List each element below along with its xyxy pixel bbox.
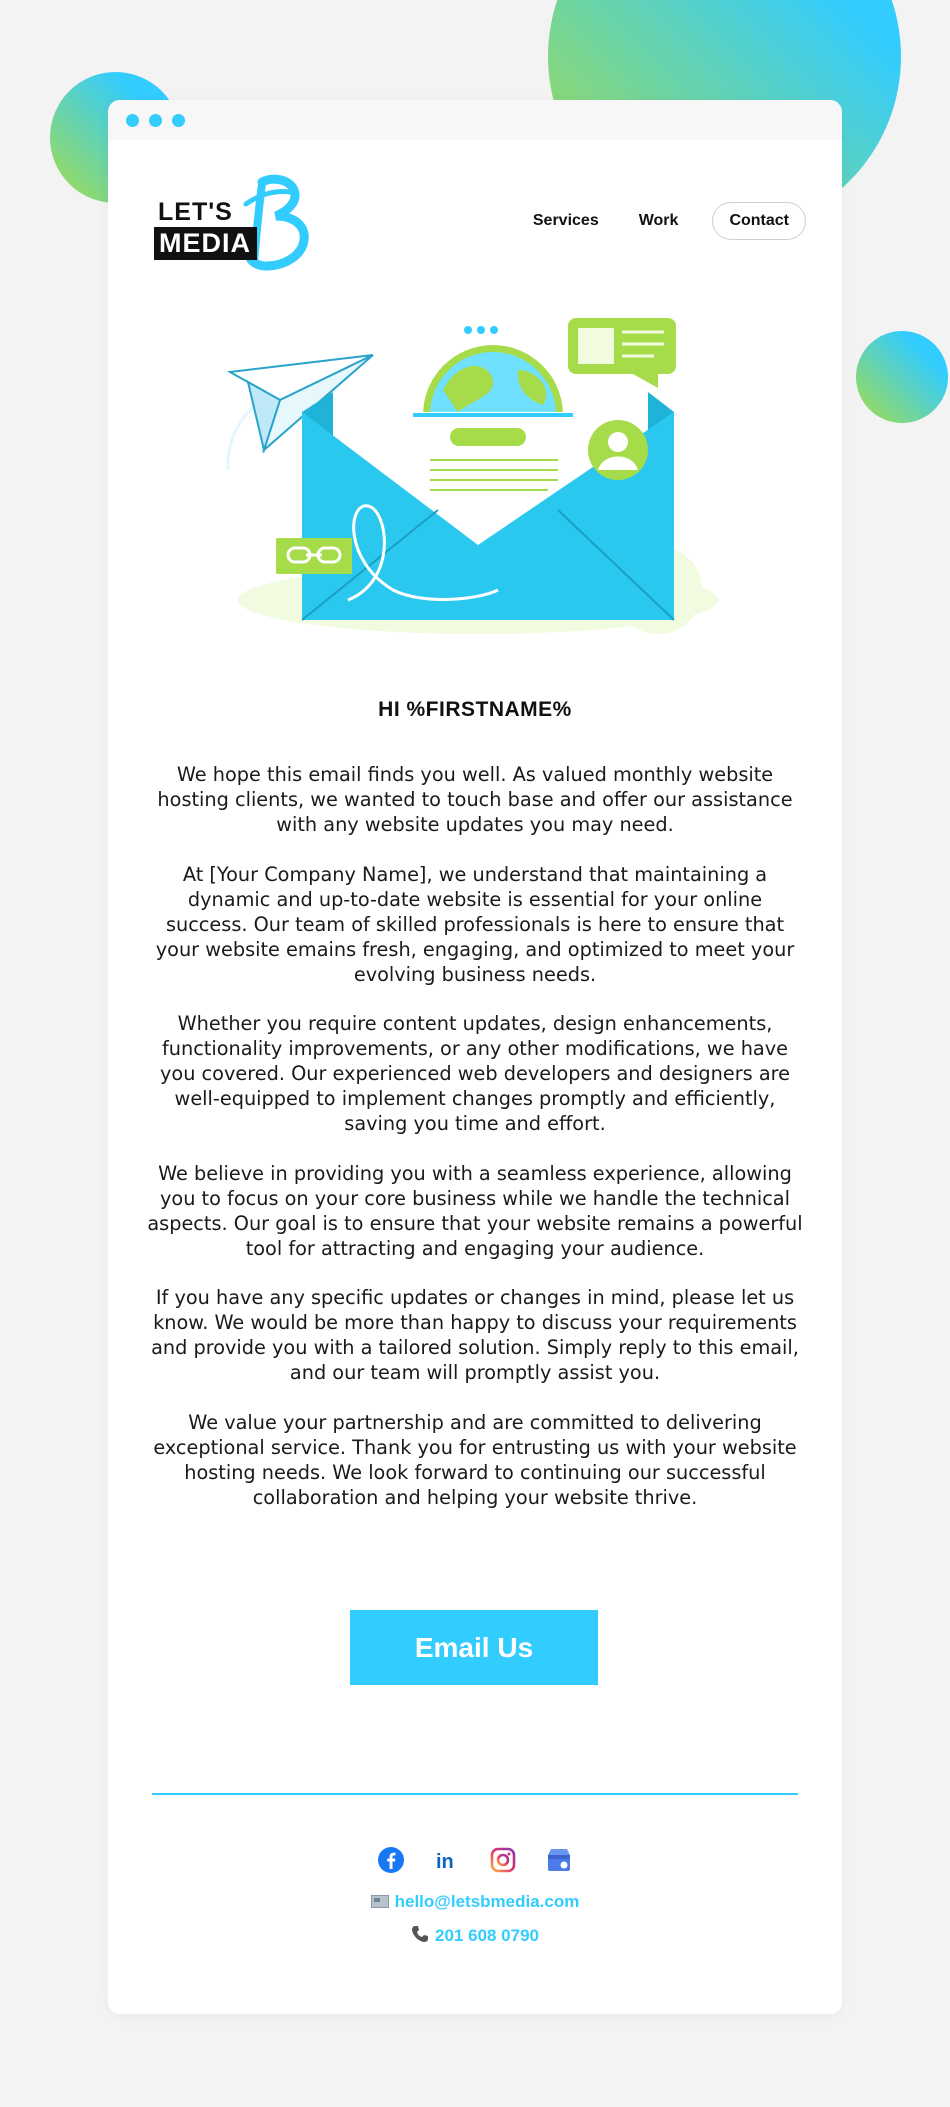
logo-text-media: MEDIA — [154, 227, 257, 260]
logo-text-lets: LET'S — [158, 198, 233, 226]
body-paragraph: We believe in providing you with a seamless experience, allowing you to focus on your core business while we handle the technical aspects. Our goal is to ensure that your website remains a powerful tool for attracting and engaging your audience. — [147, 1161, 803, 1260]
paper-plane-icon — [230, 355, 373, 450]
chat-bubble-icon — [568, 318, 676, 388]
email-body — [146, 762, 804, 1534]
window-title-bar — [108, 100, 842, 140]
top-nav — [533, 202, 806, 240]
social-links — [108, 1845, 842, 1875]
greeting-heading: HI %FIRSTNAME% — [378, 698, 572, 721]
body-paragraph: At [Your Company Name], we understand that maintaining a dynamic and up-to-date website is essential for your online success. Our team of skilled professionals is here to ensure that your website emains fresh, engaging, and optimized to meet your evolving business needs. — [155, 862, 795, 986]
footer-phone-text: 201 608 0790 — [435, 1925, 539, 1945]
nav-link-services[interactable]: Services — [532, 212, 599, 229]
phone-icon — [411, 1925, 429, 1948]
google-business-icon[interactable] — [544, 1845, 574, 1875]
link-chain-icon — [276, 538, 352, 574]
instagram-icon[interactable] — [488, 1845, 518, 1875]
nav-link-contact[interactable]: Contact — [712, 202, 806, 240]
linkedin-icon[interactable] — [432, 1845, 462, 1875]
body-paragraph: Whether you require content updates, design enhancements, functionality improvements, or any other modifications, we have you covered. Our experienced web developers and designers are well-equipped to implement changes promptly and efficiently, saving you time and effort. — [159, 1012, 791, 1135]
facebook-icon[interactable] — [376, 1845, 406, 1875]
svg-text:in: in — [436, 1851, 454, 1873]
nav-link-work[interactable]: Work — [638, 212, 679, 229]
window-dot-icon — [126, 114, 139, 127]
window-dot-icon — [149, 114, 162, 127]
email-illustration — [218, 300, 738, 640]
window-dot-icon — [172, 114, 185, 127]
email-card — [108, 100, 842, 2014]
decorative-circle-right — [856, 331, 948, 423]
body-paragraph: We hope this email finds you well. As valued monthly website hosting clients, we wanted to touch base and offer our assistance with any website updates you may need. — [157, 763, 793, 836]
footer-email-text: hello@letsbmedia.com — [394, 1892, 580, 1911]
footer-phone[interactable] — [108, 1925, 842, 1948]
email-icon — [371, 1893, 389, 1913]
email-header — [108, 176, 842, 286]
footer-email[interactable] — [108, 1892, 842, 1913]
email-us-button[interactable]: Email Us — [350, 1610, 598, 1685]
brand-logo[interactable] — [154, 178, 304, 278]
body-paragraph: We value your partnership and are committed to delivering exceptional service. Thank you for entrusting us with your website hosting needs. We look forward to continuing our successful collaboration and helping your website thrive. — [153, 1410, 797, 1509]
body-paragraph: If you have any specific updates or changes in mind, please let us know. We would be more than happy to discuss your requirements and provide you with a tailored solution. Simply reply to this email, and our team will promptly assist you. — [151, 1286, 799, 1384]
footer-divider — [152, 1793, 798, 1795]
